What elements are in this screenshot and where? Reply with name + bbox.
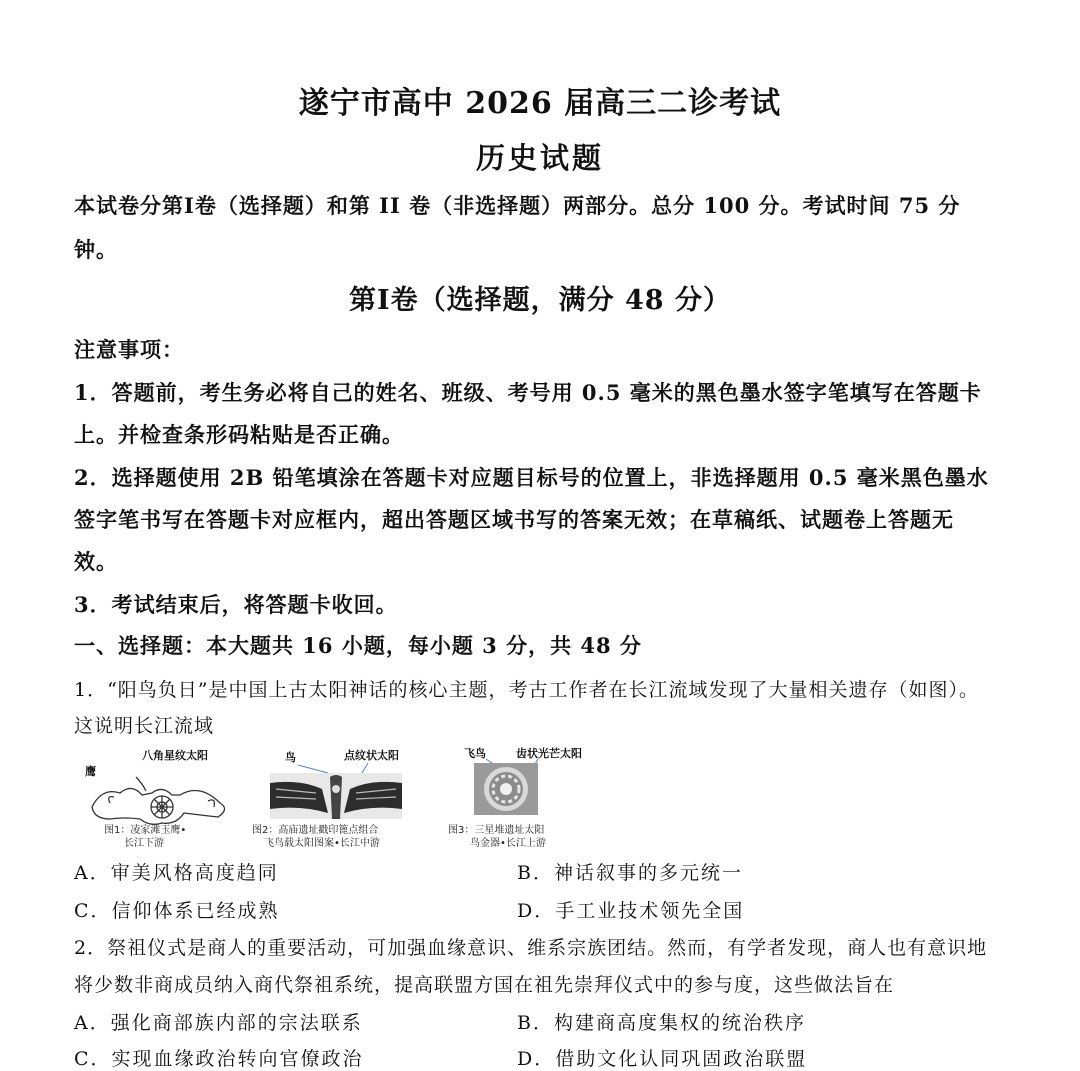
q1-option-d[interactable]: D．手工业技术领先全国 (517, 900, 745, 922)
note-1-line-2: 上。并检查条形码粘贴是否正确。 (74, 422, 404, 447)
gaomiao-pattern-image (270, 763, 402, 819)
figure-3 (446, 743, 596, 851)
q2-option-a[interactable]: A．强化商部族内部的宗法联系 (74, 1012, 363, 1034)
q2-option-b[interactable]: B．构建商高度集权的统治秩序 (517, 1012, 806, 1034)
q2-stem-line-1: 2．祭祖仪式是商人的重要活动，可加强血缘意识、维系宗族团结。然而，有学者发现，商人也有意识地 (74, 937, 988, 959)
q1-stem-line-1: 1．“阳鸟负日”是中国上古太阳神话的核心主题，考古工作者在长江流域发现了大量相关遗存（如图）。 (74, 679, 980, 701)
note-3: 3．考试结束后，将答题卡收回。 (74, 592, 398, 617)
q1-option-c[interactable]: C．信仰体系已经成熟 (74, 900, 280, 922)
q2-stem-line-2: 将少数非商成员纳入商代祭祖系统，提高联盟方国在祖先崇拜仪式中的参与度，这些做法旨在 (74, 974, 895, 996)
intro-line-1: 本试卷分第Ⅰ卷（选择题）和第 II 卷（非选择题）两部分。总分 100 分。考试时间 75 分 (74, 193, 961, 218)
fig3-caption-line-2: 鸟金器•长江上游 (470, 838, 546, 849)
fig1-caption-line-1: 图1：凌家滩玉鹰• (104, 825, 187, 836)
subject-title: 历史试题 (475, 141, 604, 175)
fig3-caption-line-1: 图3：三星堆遗址太阳 (448, 825, 545, 836)
fig2-label-bird: 鸟 (285, 751, 296, 764)
fig3-label-bird: 飞鸟 (464, 747, 486, 760)
exam-title: 遂宁市高中 2026 届高三二诊考试 (298, 86, 782, 121)
q1-stem-line-2: 这说明长江流域 (74, 715, 215, 737)
note-2-line-2: 签字笔书写在答题卡对应框内，超出答题区域书写的答案无效；在草稿纸、试题卷上答题无 (74, 507, 954, 532)
fig1-label-eagle: 鹰 (85, 765, 96, 778)
section-title: 第Ⅰ卷（选择题，满分 48 分） (348, 285, 731, 316)
notes-heading: 注意事项： (74, 337, 184, 362)
fig1-label-sun: 八角星纹太阳 (142, 749, 208, 762)
q2-option-d[interactable]: D．借助文化认同巩固政治联盟 (517, 1048, 808, 1070)
note-1-line-1: 1．答题前，考生务必将自己的姓名、班级、考号用 0.5 毫米的黑色墨水签字笔填写在答题卡 (74, 380, 982, 405)
fig3-label-sun: 齿状光芒太阳 (516, 747, 582, 760)
fig2-caption-line-1: 图2：高庙遗址戳印篦点组合 (252, 825, 379, 836)
figure-2 (250, 743, 420, 851)
fig2-label-sun: 点纹状太阳 (344, 749, 399, 762)
q1-option-b[interactable]: B．神话叙事的多元统一 (517, 862, 743, 884)
note-2-line-1: 2．选择题使用 2B 铅笔填涂在答题卡对应题目标号的位置上，非选择题用 0.5 毫米黑色墨水 (74, 465, 989, 490)
q1-option-a[interactable]: A．审美风格高度趋同 (74, 862, 279, 884)
fig2-caption-line-2: 飞鸟载太阳图案•长江中游 (264, 838, 380, 849)
part1-heading: 一、选择题：本大题共 16 小题，每小题 3 分，共 48 分 (74, 633, 642, 658)
sanxingdui-gold-image (474, 759, 538, 815)
intro-line-2: 钟。 (74, 237, 118, 262)
fig1-caption-line-2: 长江下游 (124, 838, 164, 849)
figure-1 (80, 743, 250, 851)
jade-eagle-image (92, 777, 225, 824)
q2-option-c[interactable]: C．实现血缘政治转向官僚政治 (74, 1048, 364, 1070)
note-2-line-3: 效。 (74, 549, 118, 574)
